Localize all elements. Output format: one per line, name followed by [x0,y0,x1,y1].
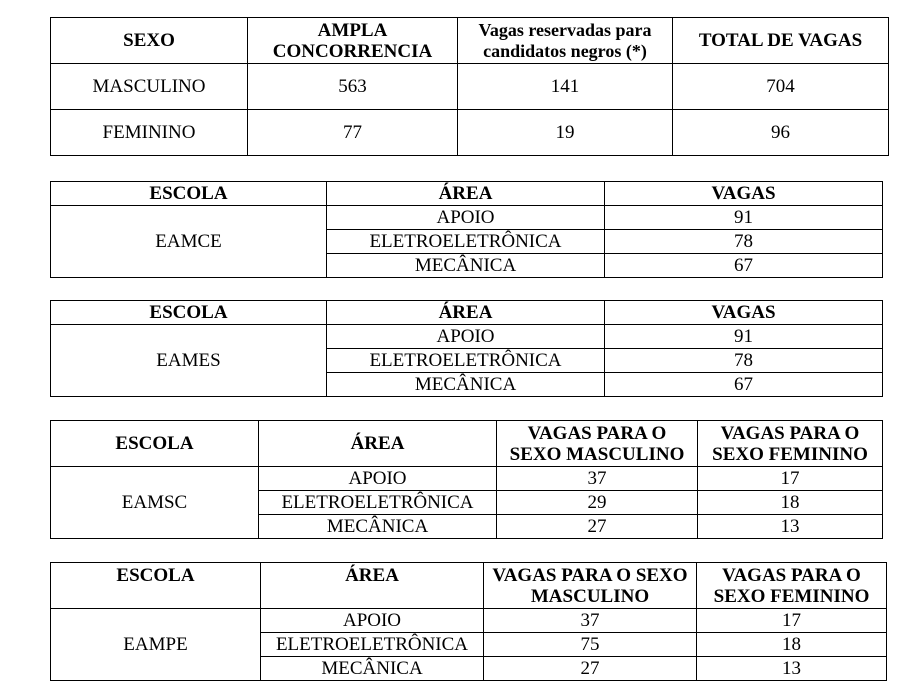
cell-reservadas: 141 [458,64,673,110]
cell-ampla: 563 [248,64,458,110]
cell-vagas-feminino: 17 [697,609,887,633]
table-eames [50,300,883,397]
cell-vagas: 78 [605,349,883,373]
table-header-row [51,182,883,206]
table-row [51,609,887,633]
cell-escola: EAMES [51,325,327,397]
cell-vagas-masculino: 37 [484,609,697,633]
header-vagas-feminino: VAGAS PARA O SEXO FEMININO [698,421,883,467]
header-ampla-concorrencia: AMPLA CONCORRENCIA [248,18,458,64]
cell-vagas: 91 [605,325,883,349]
table-row [51,206,883,230]
cell-area: APOIO [327,325,605,349]
header-escola: ESCOLA [51,301,327,325]
header-vagas-reservadas: Vagas reservadas para candidatos negros (*) [458,18,673,64]
header-vagas: VAGAS [605,182,883,206]
cell-vagas-masculino: 29 [497,491,698,515]
table-row [51,64,889,110]
cell-area: MECÂNICA [259,515,497,539]
cell-reservadas: 19 [458,110,673,156]
table-row [51,467,883,491]
header-sexo: SEXO [51,18,248,64]
header-escola: ESCOLA [51,421,259,467]
cell-area: ELETROELETRÔNICA [327,349,605,373]
cell-ampla: 77 [248,110,458,156]
header-total-de-vagas: TOTAL DE VAGAS [673,18,889,64]
cell-vagas: 67 [605,373,883,397]
cell-area: MECÂNICA [261,657,484,681]
table-eamsc [50,420,883,539]
cell-area: APOIO [261,609,484,633]
table-eamce [50,181,883,278]
cell-total: 96 [673,110,889,156]
cell-vagas: 67 [605,254,883,278]
header-escola: ESCOLA [51,182,327,206]
cell-vagas-feminino: 18 [697,633,887,657]
cell-sexo: FEMININO [51,110,248,156]
cell-area: ELETROELETRÔNICA [261,633,484,657]
cell-vagas-masculino: 27 [484,657,697,681]
cell-escola: EAMPE [51,609,261,681]
cell-vagas-feminino: 13 [698,515,883,539]
cell-area: APOIO [259,467,497,491]
cell-escola: EAMSC [51,467,259,539]
cell-vagas-masculino: 27 [497,515,698,539]
cell-vagas: 91 [605,206,883,230]
cell-vagas-feminino: 17 [698,467,883,491]
header-area: ÁREA [261,563,484,609]
cell-sexo: MASCULINO [51,64,248,110]
header-vagas: VAGAS [605,301,883,325]
cell-area: MECÂNICA [327,254,605,278]
header-area: ÁREA [327,301,605,325]
table-vagas-por-sexo [50,17,889,156]
cell-vagas-feminino: 18 [698,491,883,515]
header-vagas-feminino: VAGAS PARA O SEXO FEMININO [697,563,887,609]
cell-vagas-masculino: 75 [484,633,697,657]
cell-total: 704 [673,64,889,110]
header-vagas-masculino: VAGAS PARA O SEXO MASCULINO [497,421,698,467]
table-header-row [51,421,883,467]
header-escola: ESCOLA [51,563,261,609]
table-row [51,110,889,156]
header-area: ÁREA [327,182,605,206]
table-header-row [51,18,889,64]
table-header-row [51,563,887,609]
cell-vagas-masculino: 37 [497,467,698,491]
table-row [51,325,883,349]
cell-escola: EAMCE [51,206,327,278]
header-vagas-masculino: VAGAS PARA O SEXO MASCULINO [484,563,697,609]
cell-vagas: 78 [605,230,883,254]
cell-area: ELETROELETRÔNICA [259,491,497,515]
cell-area: ELETROELETRÔNICA [327,230,605,254]
cell-area: APOIO [327,206,605,230]
header-area: ÁREA [259,421,497,467]
cell-vagas-feminino: 13 [697,657,887,681]
table-header-row [51,301,883,325]
cell-area: MECÂNICA [327,373,605,397]
table-eampe [50,562,887,681]
